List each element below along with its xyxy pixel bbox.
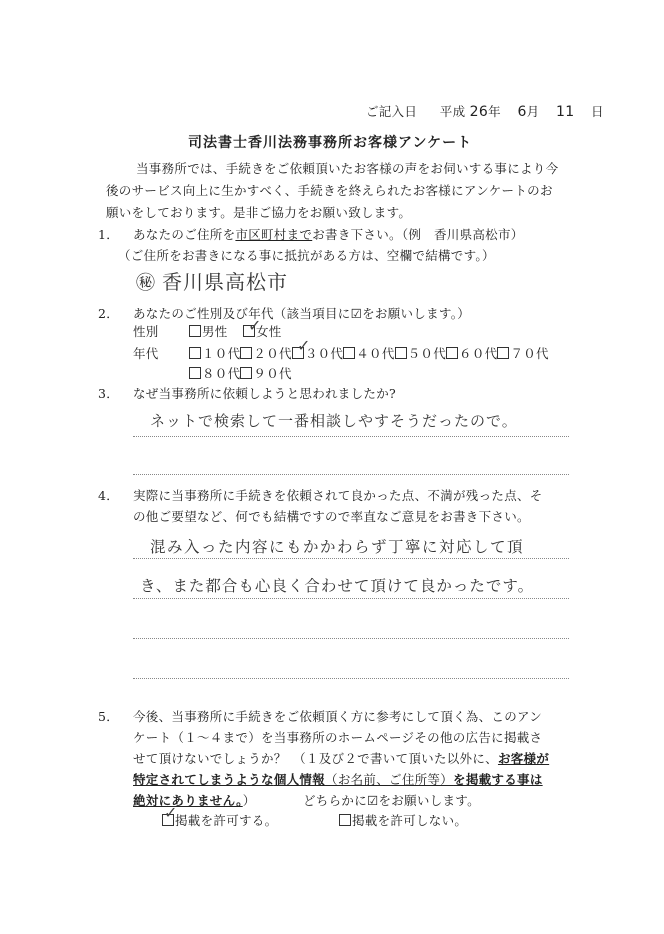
day-unit: 日: [591, 104, 604, 119]
age-row-1: １０代 ２０代 ３０代 ４０代 ５０代 ６０代 ７０代: [189, 346, 549, 362]
age-row-2: ８０代 ９０代: [189, 366, 292, 382]
intro-line-3: 願いをしております。是非ご協力をお願い致します。: [106, 205, 412, 220]
checkbox-age-50[interactable]: [395, 347, 407, 359]
page-title: 司法書士香川法務事務所お客様アンケート: [188, 135, 473, 151]
month-unit: 月: [526, 104, 540, 119]
era: 平成: [439, 104, 466, 119]
checkbox-age-20[interactable]: [240, 347, 252, 359]
q5-instruction: どちらかに☑をお願いします。: [303, 793, 480, 808]
month-value: 6: [517, 104, 527, 120]
check-mark-icon: ✓: [164, 803, 178, 822]
q1-text-underlined: 市区町村まで: [235, 227, 313, 242]
checkbox-age-70[interactable]: [497, 347, 509, 359]
gender-label: 性別: [133, 324, 159, 339]
q5-emphasis-1: お客様が: [497, 751, 550, 766]
q5-number: 5．: [98, 709, 120, 724]
q3-line-1: [133, 436, 569, 437]
q4-line-3: [133, 638, 569, 639]
year-value: 26: [469, 104, 489, 120]
day-value: 11: [556, 104, 575, 120]
q2-number: 2．: [98, 306, 120, 321]
checkbox-age-10[interactable]: [189, 347, 201, 359]
q4-question-line-1: 実際に当事務所に手続きを依頼されて良かった点、不満が残った点、そ: [133, 488, 543, 503]
q4-number: 4．: [98, 488, 120, 503]
gender-option-male: 男性: [189, 324, 228, 340]
intro-line-2: 後のサービス向上に生かすべく、手続きを終えられたお客様にアンケートのお: [106, 183, 553, 198]
q3-question: なぜ当事務所に依頼しようと思われましたか?: [133, 386, 397, 401]
check-mark-icon: ✓: [297, 336, 311, 355]
year-unit: 年: [488, 104, 501, 119]
q5-line-3: せて頂けないでしょうか？ （１及び２で書いて頂いた以外に、お客様が: [133, 751, 550, 766]
option-allow: 掲載を許可する。: [162, 813, 277, 829]
check-mark-icon: ✓: [248, 316, 262, 335]
q4-answer-line-2: き、また都合も心良く合わせて頂けて良かったです。: [140, 577, 535, 595]
checkbox-age-40[interactable]: [343, 347, 355, 359]
checkbox-age-80[interactable]: [189, 367, 201, 379]
age-label: 年代: [133, 346, 159, 361]
option-deny: 掲載を許可しない。: [339, 813, 467, 829]
checkbox-age-90[interactable]: [240, 367, 252, 379]
q1-question: [133, 227, 524, 243]
q5-emphasis-2: 個人情報: [273, 772, 326, 787]
checkbox-age-60[interactable]: [446, 347, 458, 359]
q2-question: あなたのご性別及び年代（該当項目に☑をお願いします。）: [133, 306, 471, 321]
date-label: ご記入日: [366, 104, 418, 119]
q3-number: 3．: [98, 386, 120, 401]
q4-line-4: [133, 678, 569, 679]
q1-number: 1．: [98, 227, 120, 242]
q1-note: （ご住所をお書きになる事に抵抗がある方は、空欄で結構です。）: [118, 248, 495, 263]
q1-text-b: お書き下さい。（例 香川県高松市）: [312, 227, 524, 242]
q1-text-a: あなたのご住所を: [133, 227, 236, 242]
gender-option-female: 女性: [243, 324, 282, 340]
intro-line-1: 当事務所では、手続きをご依頼頂いたお客様の声をお伺いする事により今: [136, 161, 559, 176]
q4-line-2: [133, 598, 569, 599]
q5-emphasis-3: 絶対にありません。: [133, 793, 243, 808]
checkbox-deny[interactable]: [339, 814, 351, 826]
checkbox-male[interactable]: [189, 325, 201, 337]
q4-question-line-2: の他ご要望など、何でも結構ですので率直なご意見をお書き下さい。: [133, 509, 530, 524]
q5-line-1: 今後、当事務所に手続きをご依頼頂く方に参考にして頂く為、このアン: [133, 709, 543, 724]
q5-line-4: 特定されてしまうような個人情報（お名前、ご住所等）を掲載する事は: [133, 772, 543, 787]
date-row: [366, 104, 604, 120]
q1-answer-mark: ㊙: [135, 271, 156, 295]
q5-line-5: 絶対にありません。）: [133, 793, 256, 808]
q3-line-2: [133, 474, 569, 475]
q1-answer: 香川県高松市: [162, 270, 288, 294]
q3-answer: ネットで検索して一番相談しやすそうだったので。: [150, 412, 518, 430]
q5-line-2: ケート（１～４まで）を当事務所のホームページその他の広告に掲載さ: [133, 730, 543, 745]
q4-answer-line-1: 混み入った内容にもかかわらず丁寧に対応して頂: [150, 538, 525, 556]
q4-line-1: [133, 558, 569, 559]
